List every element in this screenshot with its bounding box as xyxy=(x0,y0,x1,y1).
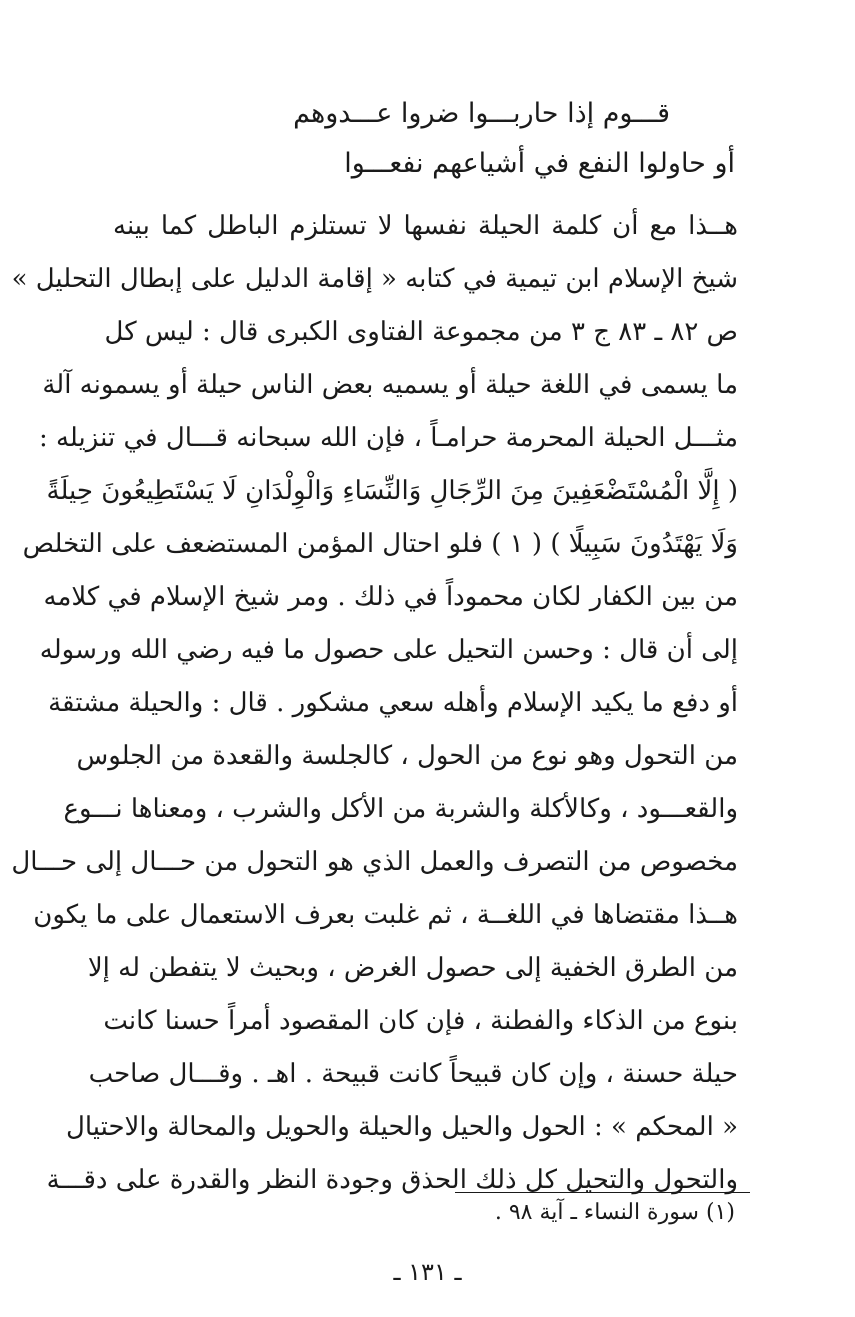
text-line: مثـــل الحيلة المحرمة حرامـاً ، فإن الله سبحانه قـــال في تنزيله : xyxy=(38,423,738,453)
text-line: والقعـــود ، وكالأكلة والشربة من الأكل والشرب ، ومعناها نـــوع xyxy=(63,794,738,824)
text-line: أو دفع ما يكيد الإسلام وأهله سعي مشكور . قال : والحيلة مشتقة xyxy=(48,688,738,718)
text-line: مخصوص من التصرف والعمل الذي هو التحول من حـــال إلى حـــال xyxy=(11,847,738,877)
text-line: من بين الكفار لكان محموداً في ذلك . ومر شيخ الإسلام في كلامه xyxy=(43,582,738,612)
text-line: إلى أن قال : وحسن التحيل على حصول ما فيه رضي الله ورسوله xyxy=(39,635,738,665)
text-line: حيلة حسنة ، وإن كان قبيحاً كانت قبيحة . اهـ . وقـــال صاحب xyxy=(88,1059,738,1089)
poem-verse-line-1: قـــوم إذا حاربـــوا ضروا عـــدوهم xyxy=(293,98,670,129)
poem-verse-line-2: أو حاولوا النفع في أشياعهم نفعـــوا xyxy=(344,148,735,179)
text-line: هــذا مع أن كلمة الحيلة نفسها لا تستلزم الباطل كما بينه xyxy=(113,211,738,241)
main-text xyxy=(11,200,738,1207)
text-line: من الطرق الخفية إلى حصول الغرض ، وبحيث لا يتفطن له إلا xyxy=(87,953,738,983)
text-line: والتحول والتحيل كل ذلك الحذق وجودة النظر والقدرة على دقـــة xyxy=(46,1165,738,1195)
footnote-divider xyxy=(455,1192,750,1193)
text-line: من التحول وهو نوع من الحول ، كالجلسة والقعدة من الجلوس xyxy=(76,741,738,771)
text-line: « المحكم » : الحول والحيل والحيلة والحويل والمحالة والاحتيال xyxy=(65,1112,738,1142)
text-line: بنوع من الذكاء والفطنة ، فإن كان المقصود أمراً حسنا كانت xyxy=(103,1006,738,1036)
text-line: وَلَا يَهْتَدُونَ سَبِيلًا ) ( ١ ) فلو احتال المؤمن المستضعف على التخلص xyxy=(22,529,738,559)
quran-verse-line: ( إِلَّا الْمُسْتَضْعَفِينَ مِنَ الرِّجَالِ وَالنِّسَاءِ وَالْوِلْدَانِ لَا يَسْتَطِيعُونَ حِيلَةً xyxy=(46,476,738,506)
text-line: ص ٨٢ ـ ٨٣ ج ٣ من مجموعة الفتاوى الكبرى قال : ليس كل xyxy=(104,317,738,347)
page-number: ـ ١٣١ ـ xyxy=(393,1258,462,1286)
text-line: هــذا مقتضاها في اللغــة ، ثم غلبت بعرف الاستعمال على ما يكون xyxy=(33,900,738,930)
footnote: (١) سورة النساء ـ آية ٩٨ . xyxy=(494,1200,735,1225)
text-line: ما يسمى في اللغة حيلة أو يسميه بعض الناس حيلة أو يسمونه آلة xyxy=(42,370,738,400)
text-line: شيخ الإسلام ابن تيمية في كتابه « إقامة الدليل على إبطال التحليل » xyxy=(11,264,738,294)
